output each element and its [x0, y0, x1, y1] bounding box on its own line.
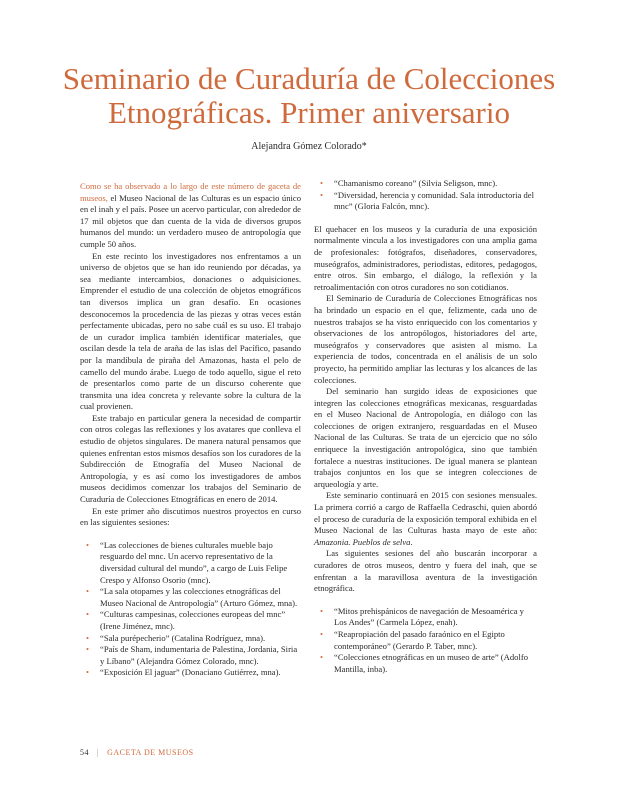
list-item: • “Exposición El jaguar” (Donaciano Gutiérrez, mna). [86, 667, 281, 678]
list-item: • “Culturas campesinas, colecciones europeas del mnc” (Irene Jiménez, mnc). [86, 609, 286, 631]
bullet-icon: • [86, 586, 90, 597]
lead-in: Como se ha observado a lo largo de este número de gaceta de museos, [80, 181, 301, 203]
list-item: • “Chamanismo coreano” (Silvia Seligson, mnc). [320, 178, 498, 188]
page-footer [80, 748, 194, 757]
list-item: • “Diversidad, herencia y comunidad. Sala introductoria del mnc” (Gloria Falcón, mnc). [320, 189, 534, 212]
author-byline: Alejandra Gómez Colorado* [251, 141, 367, 152]
paragraph-3: Este trabajo en particular genera la necesidad de compartir con otros colegas las reflexiones y los avatares que conlleva el estudio de objetos singulares. De manera natural pensamos que quienes enfrentan estos mismos desafíos son los curadores de la Subdirección de Etnografía del Museo Nacional de Antropología, y es así como los investigadores de ambos museos decidimos comenzar los trabajos del Seminario de Curaduría de Colecciones Etnográficas en enero de 2014. [80, 412, 301, 505]
paragraph-9: Las siguientes sesiones del año buscarán incorporar a curadores de otros museos, dentro y fuera del inah, que se enfrentan a la maravillosa aventura de la investigación etnográfica. [314, 548, 537, 594]
list-item: • “Colecciones etnográficas en un museo de arte” (Adolfo Mantilla, inba). [320, 652, 528, 674]
list-item: • “Las colecciones de bienes culturales mueble bajo resguardo del mnc. Un acervo representativo de la diversidad cultural del mundo”, a cargo de Luis Felipe Crespo y Alfonso Osorio (mnc). [86, 539, 288, 585]
list-item: • “País de Sham, indumentaria de Palestina, Jordania, Siria y Líbano” (Alejandra Gómez Colorado, mnc). [86, 644, 298, 666]
bullet-icon: • [86, 609, 90, 620]
title-line-2: Etnográficas. Primer aniversario [108, 95, 510, 130]
paragraph-8: Este seminario continuará en 2015 con sesiones mensuales. La primera corrió a cargo de Raffaella Cedraschi, quien abordó el proceso de curaduría de la exposición temporal exhibida en el Museo Nacional de las Culturas hasta mayo de este año: Amazonia. Pueblos de selva. [314, 490, 537, 547]
left-column [80, 181, 301, 679]
next-sessions-list [314, 606, 537, 676]
bullet-icon: • [320, 189, 324, 200]
bullet-icon: • [86, 632, 90, 643]
article-title [40, 62, 578, 130]
paragraph-6: El Seminario de Curaduría de Colecciones Etnográficas nos ha brindado un espacio en el que, felizmente, cada uno de nuestros trabajos se ha visto enriquecido con los comentarios y observaciones de los antropólogos, historiadores del arte, museógrafos y conservadores que asisten al mismo. La experiencia de todos, concentrada en el análisis de un solo proyecto, ha permitido ampliar las lecturas y los alcances de las colecciones. [314, 293, 537, 385]
bullet-icon: • [86, 539, 90, 550]
bullet-icon: • [320, 628, 324, 639]
sessions-list [80, 540, 301, 679]
bullet-icon: • [320, 178, 324, 188]
page-number: 54 [80, 748, 89, 757]
sessions-list-continued [314, 178, 537, 213]
footer-divider: | [97, 748, 100, 757]
publication-name: GACETA DE MUSEOS [107, 748, 194, 757]
list-item: • “Reapropiación del pasado faraónico en el Egipto contemporáneo” (Gerardo P. Taber, mnc). [320, 628, 505, 651]
list-item: • “Mitos prehispánicos de navegación de Mesoamérica y Los Andes” (Carmela López, enah). [320, 605, 524, 628]
paragraph-4: En este primer año discutimos nuestros proyectos en curso en las siguientes sesiones: [80, 505, 301, 528]
list-item: • “Sala purépecherio” (Catalina Rodríguez, mna). [86, 632, 266, 643]
paragraph-5: El quehacer en los museos y la curaduría de una exposición normalmente vincula a los investigadores con una amplia gama de profesionales: fotógrafos, diseñadores, conservadores, museógrafos, administradores, periodistas, editores, pedagogos, entre otros. Sin embargo, el diálogo, la reflexión y la retroalimentación con otros curadores no son cotidianos. [314, 223, 537, 292]
paragraph-1: Como se ha observado a lo largo de este número de gaceta de museos, el Museo Nacional de las Culturas es un espacio único en el inah y el país. Posee un acervo particular, con alrededor de 17 mil objetos que dan cuenta de la vida de diversos grupos humanos del mundo: un verdadero museo de antropología que cumple 50 años. [80, 181, 301, 249]
bullet-icon: • [320, 652, 324, 663]
bullet-icon: • [86, 667, 90, 678]
bullet-icon: • [86, 644, 90, 655]
bullet-icon: • [320, 605, 324, 616]
right-column [314, 178, 537, 675]
paragraph-2: En este recinto los investigadores nos enfrentamos a un universo de objetos que se han ido reuniendo por décadas, ya sea mediante intercambios, donaciones o adquisiciones. Emprender el estudio de una colección de objetos etnográficos tan diversos implica un gran desafío. En ocasiones desconocemos la procedencia de las piezas y otras veces están perfectamente ubicadas, pero no sabe cuál es su uso. El trabajo de un curador implica también identificar materiales, que oscilan desde la tela de araña de las islas del Pacífico, pasando por la mandíbula de piraña del Amazonas, hasta el pelo de camello del mundo árabe. Luego de todo aquello, sigue el reto de presentarlos como parte de un discurso coherente que transmita una idea concreta y relevante sobre la cultura de la cual provienen. [80, 250, 301, 412]
paragraph-7: Del seminario han surgido ideas de exposiciones que integren las colecciones etnográficas mexicanas, resguardadas en el Museo Nacional de Antropología, en diálogo con las colecciones de origen extranjero, resguardadas en el Museo Nacional de las Culturas. Se trata de un ejercicio que no sólo enriquece la investigación antropológica, sino que también fortalece a nuestras instituciones. De igual manera se plantean trabajos conjuntos en los que se integren colecciones de arqueología y arte. [314, 386, 537, 489]
title-line-1: Seminario de Curaduría de Colecciones [62, 61, 556, 96]
list-item: • “La sala otopames y las colecciones etnográficas del Museo Nacional de Antropología” (Arturo Gómez, mna). [86, 586, 298, 608]
